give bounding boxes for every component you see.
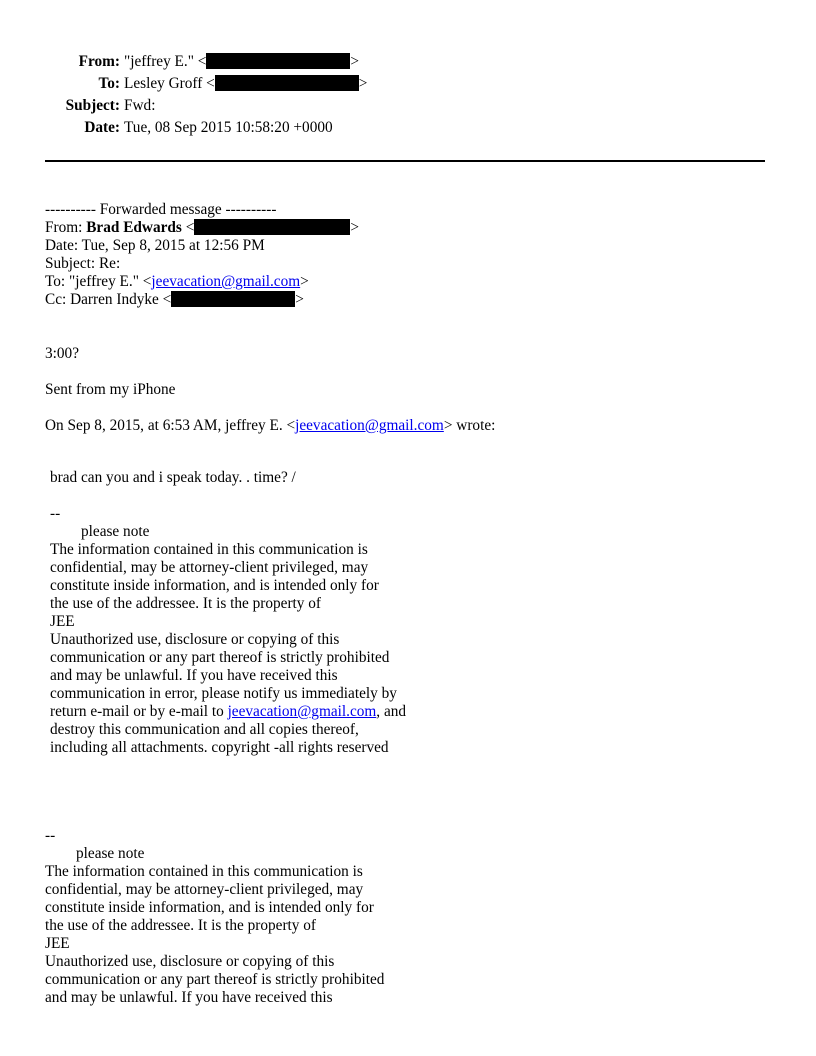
disclaimer-email-suffix: , and	[376, 703, 407, 720]
header-from-row	[0, 52, 359, 72]
to-value: Lesley Groff < >	[124, 75, 368, 92]
redaction-block	[171, 291, 295, 307]
disclaimer-line: constitute inside information, and is intended only for	[45, 899, 374, 916]
disclaimer-line: JEE	[50, 613, 75, 630]
disclaimer-note	[50, 523, 149, 541]
quoted-question: brad can you and i speak today. . time? /	[50, 469, 296, 486]
quote-suffix: > wrote:	[443, 417, 496, 434]
disclaimer-line: The information contained in this communication is	[50, 541, 368, 558]
disclaimer-dash: --	[50, 505, 61, 522]
disclaimer-dash: --	[45, 827, 56, 844]
disclaimer-line: and may be unlawful. If you have received this	[50, 667, 338, 684]
disclaimer-line: Unauthorized use, disclosure or copying of this	[45, 953, 335, 970]
forwarded-from-line: From: Brad Edwards < >	[45, 219, 359, 236]
email-link[interactable]: jeevacation@gmail.com	[151, 273, 301, 290]
subject-value: Fwd:	[124, 97, 156, 114]
forwarded-to-prefix: To: "jeffrey E." <	[45, 273, 152, 290]
to-name: Lesley Groff	[124, 75, 203, 92]
disclaimer-line: confidential, may be attorney-client privileged, may	[50, 559, 369, 576]
disclaimer-line: Unauthorized use, disclosure or copying of this	[50, 631, 340, 648]
from-name: "jeffrey E."	[124, 53, 194, 70]
disclaimer-line: and may be unlawful. If you have received this	[45, 989, 333, 1006]
disclaimer-line: including all attachments. copyright -all rights reserved	[50, 739, 389, 756]
header-subject-row	[0, 96, 155, 116]
disclaimer-line: the use of the addressee. It is the property of	[45, 917, 317, 934]
forwarded-from-label: From:	[45, 219, 83, 236]
quote-header	[45, 417, 495, 435]
disclaimer-note-text: please note	[81, 523, 150, 540]
from-label: From:	[78, 53, 120, 70]
forwarded-subject-line: Subject: Re:	[45, 255, 121, 272]
disclaimer-line: confidential, may be attorney-client privileged, may	[45, 881, 364, 898]
forwarded-to-line: To: "jeffrey E." <jeevacation@gmail.com>	[45, 273, 309, 290]
disclaimer-line: communication in error, please notify us immediately by	[50, 685, 397, 702]
redaction-block	[215, 75, 359, 91]
disclaimer-note	[45, 845, 144, 863]
disclaimer-line: destroy this communication and all copies thereof,	[50, 721, 359, 738]
from-value: "jeffrey E." < >	[124, 53, 360, 70]
disclaimer-line: the use of the addressee. It is the property of	[50, 595, 322, 612]
forwarded-date-line: Date: Tue, Sep 8, 2015 at 12:56 PM	[45, 237, 265, 254]
disclaimer-line: JEE	[45, 935, 70, 952]
forwarded-cc-line: Cc: Darren Indyke < >	[45, 291, 304, 308]
forwarded-divider: ---------- Forwarded message ----------	[45, 201, 277, 218]
disclaimer-email-line	[50, 703, 406, 721]
signature-text: Sent from my iPhone	[45, 381, 176, 398]
redaction-block	[194, 219, 350, 235]
redaction-block	[206, 53, 350, 69]
quote-prefix: On Sep 8, 2015, at 6:53 AM, jeffrey E. <	[45, 417, 296, 434]
disclaimer-line: constitute inside information, and is intended only for	[50, 577, 379, 594]
header-to-row	[0, 74, 367, 94]
date-label: Date:	[84, 119, 120, 136]
date-value: Tue, 08 Sep 2015 10:58:20 +0000	[124, 119, 333, 136]
forwarded-cc-prefix: Cc: Darren Indyke <	[45, 291, 172, 308]
disclaimer-line: communication or any part thereof is strictly prohibited	[45, 971, 385, 988]
disclaimer-note-text: please note	[76, 845, 145, 862]
subject-label: Subject:	[65, 97, 120, 114]
disclaimer-email-prefix: return e-mail or by e-mail to	[50, 703, 228, 720]
reply-text: 3:00?	[45, 345, 79, 362]
email-link[interactable]: jeevacation@gmail.com	[227, 703, 377, 720]
email-link[interactable]: jeevacation@gmail.com	[295, 417, 444, 434]
header-date-row	[0, 118, 333, 138]
disclaimer-line: communication or any part thereof is strictly prohibited	[50, 649, 390, 666]
forwarded-from-name: Brad Edwards	[86, 219, 182, 236]
disclaimer-line: The information contained in this communication is	[45, 863, 363, 880]
header-divider	[45, 160, 765, 162]
to-label: To:	[98, 75, 120, 92]
